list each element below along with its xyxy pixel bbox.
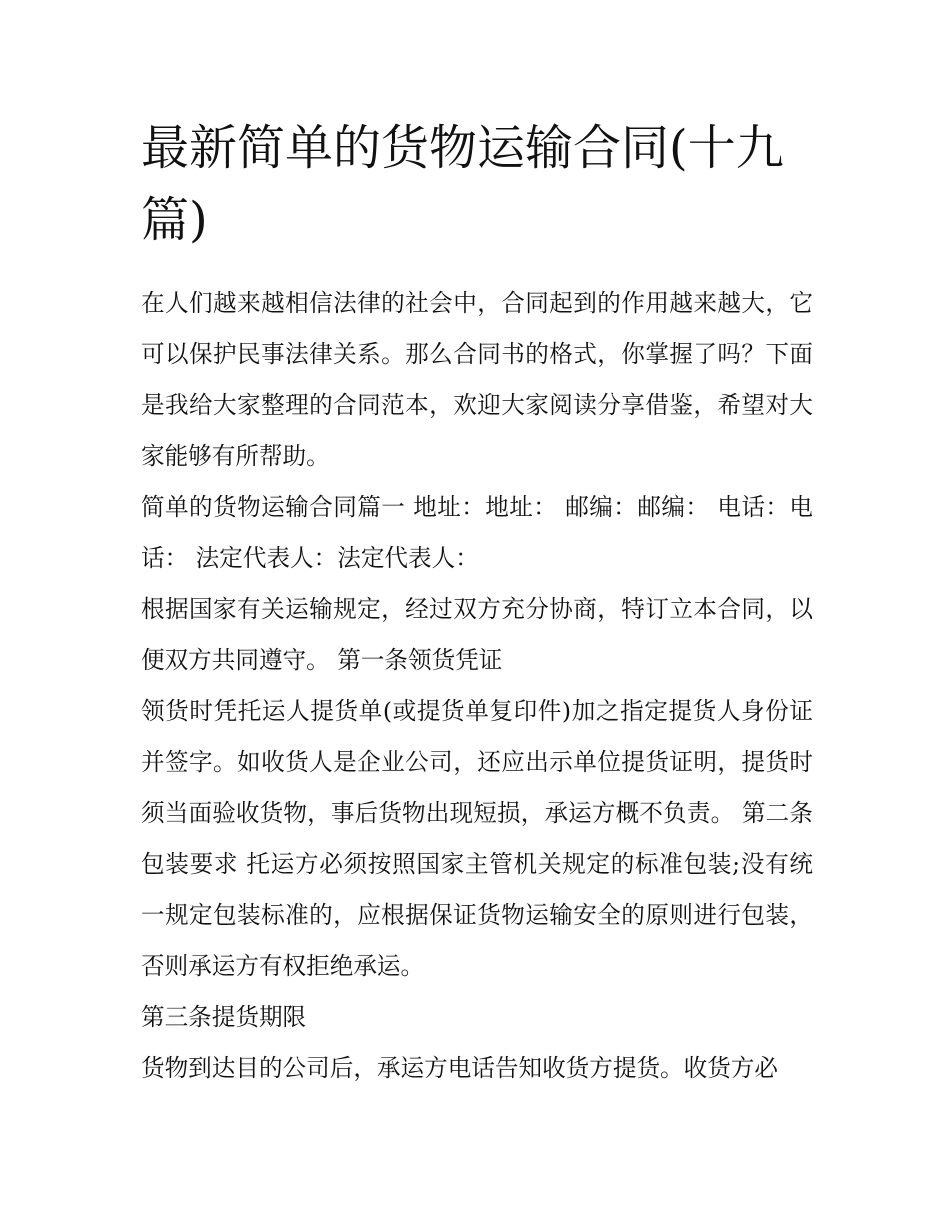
document-page (141, 112, 813, 1094)
article-one-two-paragraph: 领货时凭托运人提货单(或提货单复印件)加之指定提货人身份证并签字。如收货人是企业公司，还应出示单位提货证明，提货时须当面验收货物，事后货物出现短损，承运方概不负责。 第二条包装要求 托运方必须按照国家主管机关规定的标准包装;没有统一规定包装标准的，应根据保证货物运输安全的原则进行包装，否则承运方有权拒绝承运。 (141, 697, 813, 980)
article-three-heading: 第三条提货期限 (141, 1003, 307, 1031)
document-title: 最新简单的货物运输合同(十九篇) (141, 120, 784, 248)
parties-paragraph: 简单的货物运输合同篇一 地址：地址： 邮编：邮编： 电话：电话： 法定代表人：法定代表人： (141, 493, 813, 572)
preamble-paragraph: 根据国家有关运输规定，经过双方充分协商，特订立本合同，以便双方共同遵守。 第一条领货凭证 (141, 595, 813, 674)
intro-paragraph: 在人们越来越相信法律的社会中，合同起到的作用越来越大，它可以保护民事法律关系。那么合同书的格式，你掌握了吗？下面是我给大家整理的合同范本，欢迎大家阅读分享借鉴，希望对大家能够有所帮助。 (141, 289, 813, 470)
article-three-paragraph: 货物到达目的公司后，承运方电话告知收货方提货。收货方必 (141, 1054, 779, 1082)
